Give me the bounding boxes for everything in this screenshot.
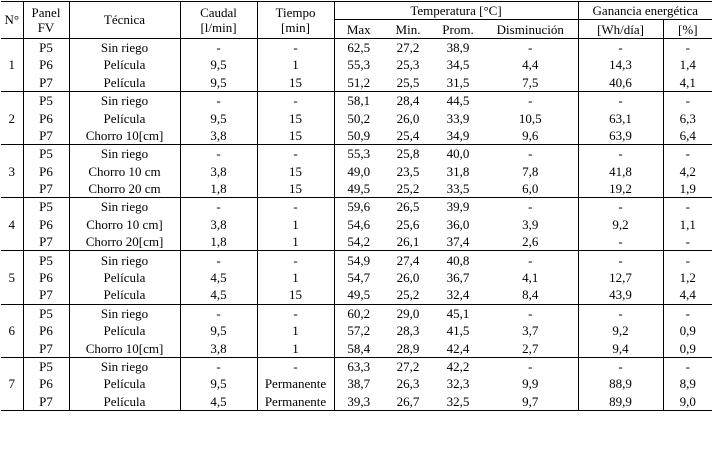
cell-tecnica: Sin riego — [69, 357, 180, 375]
cell-group-number: 1 — [1, 38, 23, 91]
cell-disminucion: - — [483, 304, 578, 322]
cell-disminucion: 9,7 — [483, 393, 578, 411]
cell-pct: 4,2 — [679, 163, 696, 179]
header-whdia: [Wh/día] — [578, 20, 663, 38]
table-row — [1, 375, 712, 392]
cell-panel: P7 — [23, 180, 69, 198]
cell-whdia: 41,8 — [578, 163, 663, 180]
cell-pct: - — [685, 39, 690, 55]
cell-prom: 41,5 — [446, 323, 470, 339]
cell-whdia: 12,7 — [578, 269, 663, 286]
header-tiempo — [257, 2, 334, 39]
header-panel: Panel — [31, 4, 61, 20]
table-body — [1, 38, 712, 410]
cell-tecnica: Sin riego — [69, 91, 180, 109]
cell-tiempo: 1 — [257, 339, 334, 357]
cell-min: 26,7 — [383, 393, 433, 411]
header-tiempo-unit: [min] — [281, 19, 310, 35]
table-row — [1, 304, 712, 322]
header-pct: [%] — [663, 20, 712, 38]
cell-max: 39,3 — [334, 393, 383, 411]
cell-panel: P6 — [23, 56, 69, 73]
table-row — [1, 56, 712, 73]
cell-max: 49,5 — [347, 181, 371, 197]
cell-disminucion: 7,5 — [483, 74, 578, 92]
cell-max: 58,1 — [334, 91, 383, 109]
cell-prom: 32,4 — [446, 287, 470, 303]
cell-whdia: - — [578, 304, 663, 322]
cell-max: 38,7 — [347, 376, 371, 392]
cell-panel: P5 — [23, 38, 69, 56]
table-row — [1, 251, 712, 269]
cell-min: 25,2 — [396, 287, 420, 303]
cell-prom: 31,5 — [446, 74, 470, 90]
cell-pct: - — [663, 198, 712, 216]
cell-max: 55,3 — [347, 57, 371, 73]
cell-disminucion: 9,9 — [483, 375, 578, 392]
cell-caudal: 1,8 — [180, 233, 257, 251]
cell-caudal: 3,8 — [180, 163, 257, 180]
header-max: Max — [334, 20, 383, 38]
cell-whdia: 43,9 — [578, 286, 663, 304]
cell-tecnica: Chorro 20 cm — [69, 180, 180, 198]
cell-caudal: - — [180, 198, 257, 216]
cell-min: 26,5 — [383, 198, 433, 216]
table-row — [1, 322, 712, 339]
cell-prom: 33,5 — [446, 181, 470, 197]
cell-group-number: 4 — [1, 198, 23, 251]
cell-panel: P6 — [23, 109, 69, 126]
cell-tiempo: 15 — [257, 163, 334, 180]
cell-tiempo: 15 — [257, 127, 334, 145]
cell-min: 25,3 — [396, 57, 420, 73]
cell-caudal: 4,5 — [180, 269, 257, 286]
cell-prom: 34,9 — [446, 127, 470, 143]
cell-caudal: - — [180, 38, 257, 56]
cell-pct: 8,9 — [679, 376, 696, 392]
cell-disminucion: 7,8 — [483, 163, 578, 180]
cell-min: 27,2 — [396, 39, 420, 55]
header-ganancia: Ganancia energética — [578, 2, 712, 20]
cell-tiempo: Permanente — [257, 375, 334, 392]
cell-tiempo: 1 — [257, 233, 334, 251]
cell-pct: - — [663, 304, 712, 322]
cell-disminucion: - — [483, 198, 578, 216]
cell-min: 25,8 — [383, 145, 433, 163]
cell-pct: 0,9 — [679, 323, 696, 339]
header-prom: Prom. — [433, 20, 483, 38]
cell-panel: P7 — [23, 233, 69, 251]
header-disminucion: Disminución — [483, 20, 578, 38]
cell-group-number: 5 — [1, 251, 23, 304]
cell-pct: 1,4 — [679, 57, 696, 73]
header-tiempo-label: Tiempo — [275, 4, 316, 20]
cell-pct: - — [663, 91, 712, 109]
cell-prom: 31,8 — [446, 163, 470, 179]
cell-caudal: 9,5 — [180, 74, 257, 92]
table-row — [1, 109, 712, 126]
cell-max: 49,5 — [347, 287, 371, 303]
cell-tecnica: Sin riego — [69, 38, 180, 56]
header-caudal — [180, 2, 257, 39]
cell-whdia: - — [578, 91, 663, 109]
cell-group-number: 6 — [1, 304, 23, 357]
cell-min: 26,0 — [396, 270, 420, 286]
cell-tecnica: Película — [69, 74, 180, 92]
table-row — [1, 180, 712, 198]
cell-caudal: 3,8 — [180, 339, 257, 357]
cell-disminucion: 2,6 — [483, 233, 578, 251]
cell-pct: - — [685, 234, 690, 250]
cell-prom: 44,5 — [433, 91, 483, 109]
cell-tiempo: - — [257, 357, 334, 375]
cell-caudal: 4,5 — [180, 286, 257, 304]
cell-max: 49,0 — [347, 163, 371, 179]
cell-prom: 45,1 — [433, 304, 483, 322]
cell-disminucion: 2,7 — [483, 339, 578, 357]
cell-disminucion: 9,6 — [483, 127, 578, 145]
cell-min: 25,2 — [396, 181, 420, 197]
table-row — [1, 38, 712, 56]
header-min: Min. — [383, 20, 433, 38]
cell-whdia: 14,3 — [578, 56, 663, 73]
results-table — [1, 1, 712, 411]
cell-prom: 42,2 — [433, 357, 483, 375]
cell-max: 54,6 — [347, 216, 371, 232]
cell-tiempo: 15 — [257, 286, 334, 304]
cell-min: 28,3 — [396, 323, 420, 339]
cell-min: 26,3 — [396, 376, 420, 392]
cell-min: 28,9 — [396, 340, 420, 356]
cell-max: 54,7 — [347, 270, 371, 286]
cell-max: 50,9 — [347, 127, 371, 143]
cell-disminucion: - — [483, 145, 578, 163]
cell-pct: 0,9 — [679, 340, 696, 356]
cell-tecnica: Película — [69, 269, 180, 286]
cell-pct: 6,3 — [679, 110, 696, 126]
cell-group-number: 2 — [1, 91, 23, 144]
cell-whdia: 9,4 — [578, 339, 663, 357]
cell-panel: P7 — [23, 286, 69, 304]
cell-pct: - — [663, 357, 712, 375]
table-row — [1, 74, 712, 92]
cell-prom: 33,9 — [446, 110, 470, 126]
cell-tiempo: - — [257, 304, 334, 322]
cell-panel: P6 — [23, 375, 69, 392]
cell-tecnica: Película — [69, 56, 180, 73]
cell-tecnica: Sin riego — [69, 198, 180, 216]
cell-panel: P5 — [23, 357, 69, 375]
cell-disminucion: 10,5 — [483, 109, 578, 126]
table-row — [1, 127, 712, 145]
cell-group-number: 3 — [1, 145, 23, 198]
table-row — [1, 216, 712, 233]
cell-disminucion: 6,0 — [483, 180, 578, 198]
cell-prom: 34,5 — [446, 57, 470, 73]
cell-pct: 1,9 — [679, 181, 696, 197]
cell-caudal: 9,5 — [180, 109, 257, 126]
cell-tiempo: 15 — [257, 109, 334, 126]
cell-caudal: 3,8 — [180, 127, 257, 145]
cell-whdia: 9,2 — [578, 322, 663, 339]
cell-whdia: 63,1 — [578, 109, 663, 126]
cell-whdia: 88,9 — [578, 375, 663, 392]
cell-whdia: 89,9 — [578, 393, 663, 411]
cell-panel: P5 — [23, 304, 69, 322]
cell-tecnica: Chorro 10[cm] — [69, 339, 180, 357]
cell-prom: 37,4 — [446, 234, 470, 250]
header-tecnica: Técnica — [69, 2, 180, 39]
cell-caudal: - — [180, 145, 257, 163]
cell-tiempo: - — [257, 251, 334, 269]
cell-disminucion: 3,7 — [483, 322, 578, 339]
cell-whdia: - — [578, 251, 663, 269]
cell-caudal: 1,8 — [180, 180, 257, 198]
cell-prom: 39,9 — [433, 198, 483, 216]
cell-disminucion: 3,9 — [483, 216, 578, 233]
cell-panel: P5 — [23, 91, 69, 109]
cell-prom: 36,7 — [446, 270, 470, 286]
cell-tecnica: Película — [69, 286, 180, 304]
cell-caudal: - — [180, 304, 257, 322]
cell-tecnica: Película — [69, 393, 180, 411]
cell-prom: 40,8 — [433, 251, 483, 269]
cell-pct: 9,0 — [663, 393, 712, 411]
cell-panel: P5 — [23, 251, 69, 269]
cell-max: 55,3 — [334, 145, 383, 163]
header-panel-fv — [23, 2, 69, 39]
cell-whdia: 40,6 — [578, 74, 663, 92]
cell-min: 29,0 — [383, 304, 433, 322]
cell-prom: 40,0 — [433, 145, 483, 163]
cell-max: 58,4 — [347, 340, 371, 356]
cell-tecnica: Chorro 10 cm] — [69, 216, 180, 233]
cell-pct: 4,4 — [679, 287, 696, 303]
cell-min: 25,4 — [396, 127, 420, 143]
table-row — [1, 269, 712, 286]
cell-max: 62,5 — [347, 39, 371, 55]
cell-tiempo: 1 — [257, 216, 334, 233]
cell-tiempo: - — [257, 38, 334, 56]
cell-min: 27,2 — [383, 357, 433, 375]
cell-tiempo: 15 — [257, 180, 334, 198]
cell-disminucion: 4,1 — [483, 269, 578, 286]
cell-whdia: - — [578, 38, 663, 56]
cell-panel: P5 — [23, 145, 69, 163]
cell-caudal: 9,5 — [180, 375, 257, 392]
cell-whdia: 63,9 — [578, 127, 663, 145]
cell-caudal: 9,5 — [180, 322, 257, 339]
cell-disminucion: - — [483, 357, 578, 375]
cell-panel: P7 — [23, 339, 69, 357]
header-fv: FV — [37, 19, 55, 35]
cell-tecnica: Película — [69, 375, 180, 392]
cell-tiempo: Permanente — [257, 393, 334, 411]
cell-panel: P5 — [23, 198, 69, 216]
header-n: N° — [1, 2, 23, 39]
cell-max: 59,6 — [334, 198, 383, 216]
cell-prom: 32,3 — [446, 376, 470, 392]
table-row — [1, 357, 712, 375]
cell-tecnica: Chorro 10[cm] — [69, 127, 180, 145]
cell-min: 28,4 — [383, 91, 433, 109]
cell-pct: 4,1 — [679, 74, 696, 90]
cell-tecnica: Chorro 10 cm — [69, 163, 180, 180]
cell-panel: P6 — [23, 322, 69, 339]
cell-prom: 32,5 — [433, 393, 483, 411]
cell-group-number: 7 — [1, 357, 23, 410]
cell-tecnica: Película — [69, 109, 180, 126]
cell-tiempo: 1 — [257, 322, 334, 339]
cell-panel: P7 — [23, 127, 69, 145]
table-row — [1, 198, 712, 216]
cell-whdia: - — [578, 233, 663, 251]
cell-min: 25,6 — [396, 216, 420, 232]
cell-tecnica: Chorro 20[cm] — [69, 233, 180, 251]
table-row — [1, 286, 712, 304]
cell-whdia: - — [578, 145, 663, 163]
cell-panel: P6 — [23, 216, 69, 233]
cell-caudal: 4,5 — [180, 393, 257, 411]
cell-tecnica: Película — [69, 322, 180, 339]
cell-caudal: 3,8 — [180, 216, 257, 233]
cell-max: 63,3 — [334, 357, 383, 375]
cell-min: 27,4 — [383, 251, 433, 269]
cell-min: 25,5 — [396, 74, 420, 90]
table-row — [1, 163, 712, 180]
cell-prom: 42,4 — [446, 340, 470, 356]
header-caudal-label: Caudal — [200, 4, 237, 20]
cell-min: 23,5 — [396, 163, 420, 179]
cell-tiempo: - — [257, 91, 334, 109]
cell-disminucion: - — [483, 251, 578, 269]
cell-max: 57,2 — [347, 323, 371, 339]
table-row — [1, 233, 712, 251]
cell-panel: P7 — [23, 74, 69, 92]
cell-max: 50,2 — [347, 110, 371, 126]
cell-caudal: - — [180, 251, 257, 269]
cell-whdia: - — [578, 357, 663, 375]
cell-pct: 6,4 — [679, 127, 696, 143]
cell-tecnica: Sin riego — [69, 145, 180, 163]
cell-max: 51,2 — [347, 74, 371, 90]
cell-whdia: - — [578, 198, 663, 216]
table-row — [1, 393, 712, 411]
cell-tecnica: Sin riego — [69, 304, 180, 322]
cell-disminucion: - — [483, 91, 578, 109]
cell-prom: 38,9 — [446, 39, 470, 55]
cell-panel: P6 — [23, 163, 69, 180]
cell-panel: P6 — [23, 269, 69, 286]
cell-min: 26,0 — [396, 110, 420, 126]
cell-prom: 36,0 — [446, 216, 470, 232]
cell-tecnica: Sin riego — [69, 251, 180, 269]
cell-panel: P7 — [23, 393, 69, 411]
cell-whdia: 19,2 — [578, 180, 663, 198]
cell-disminucion: - — [483, 38, 578, 56]
cell-pct: - — [663, 251, 712, 269]
cell-tiempo: - — [257, 145, 334, 163]
cell-max: 54,9 — [334, 251, 383, 269]
cell-tiempo: 1 — [257, 56, 334, 73]
cell-tiempo: - — [257, 198, 334, 216]
cell-pct: 1,2 — [679, 270, 696, 286]
cell-tiempo: 15 — [257, 74, 334, 92]
table-row — [1, 339, 712, 357]
header-caudal-unit: [l/min] — [200, 19, 237, 35]
cell-max: 60,2 — [334, 304, 383, 322]
cell-caudal: - — [180, 91, 257, 109]
cell-pct: - — [663, 145, 712, 163]
cell-tiempo: 1 — [257, 269, 334, 286]
cell-caudal: 9,5 — [180, 56, 257, 73]
cell-disminucion: 8,4 — [483, 286, 578, 304]
cell-pct: 1,1 — [679, 216, 696, 232]
cell-max: 54,2 — [347, 234, 371, 250]
cell-disminucion: 4,4 — [483, 56, 578, 73]
cell-caudal: - — [180, 357, 257, 375]
header-temperatura: Temperatura [°C] — [334, 2, 578, 20]
table-row — [1, 145, 712, 163]
table-row — [1, 91, 712, 109]
cell-min: 26,1 — [396, 234, 420, 250]
cell-whdia: 9,2 — [578, 216, 663, 233]
